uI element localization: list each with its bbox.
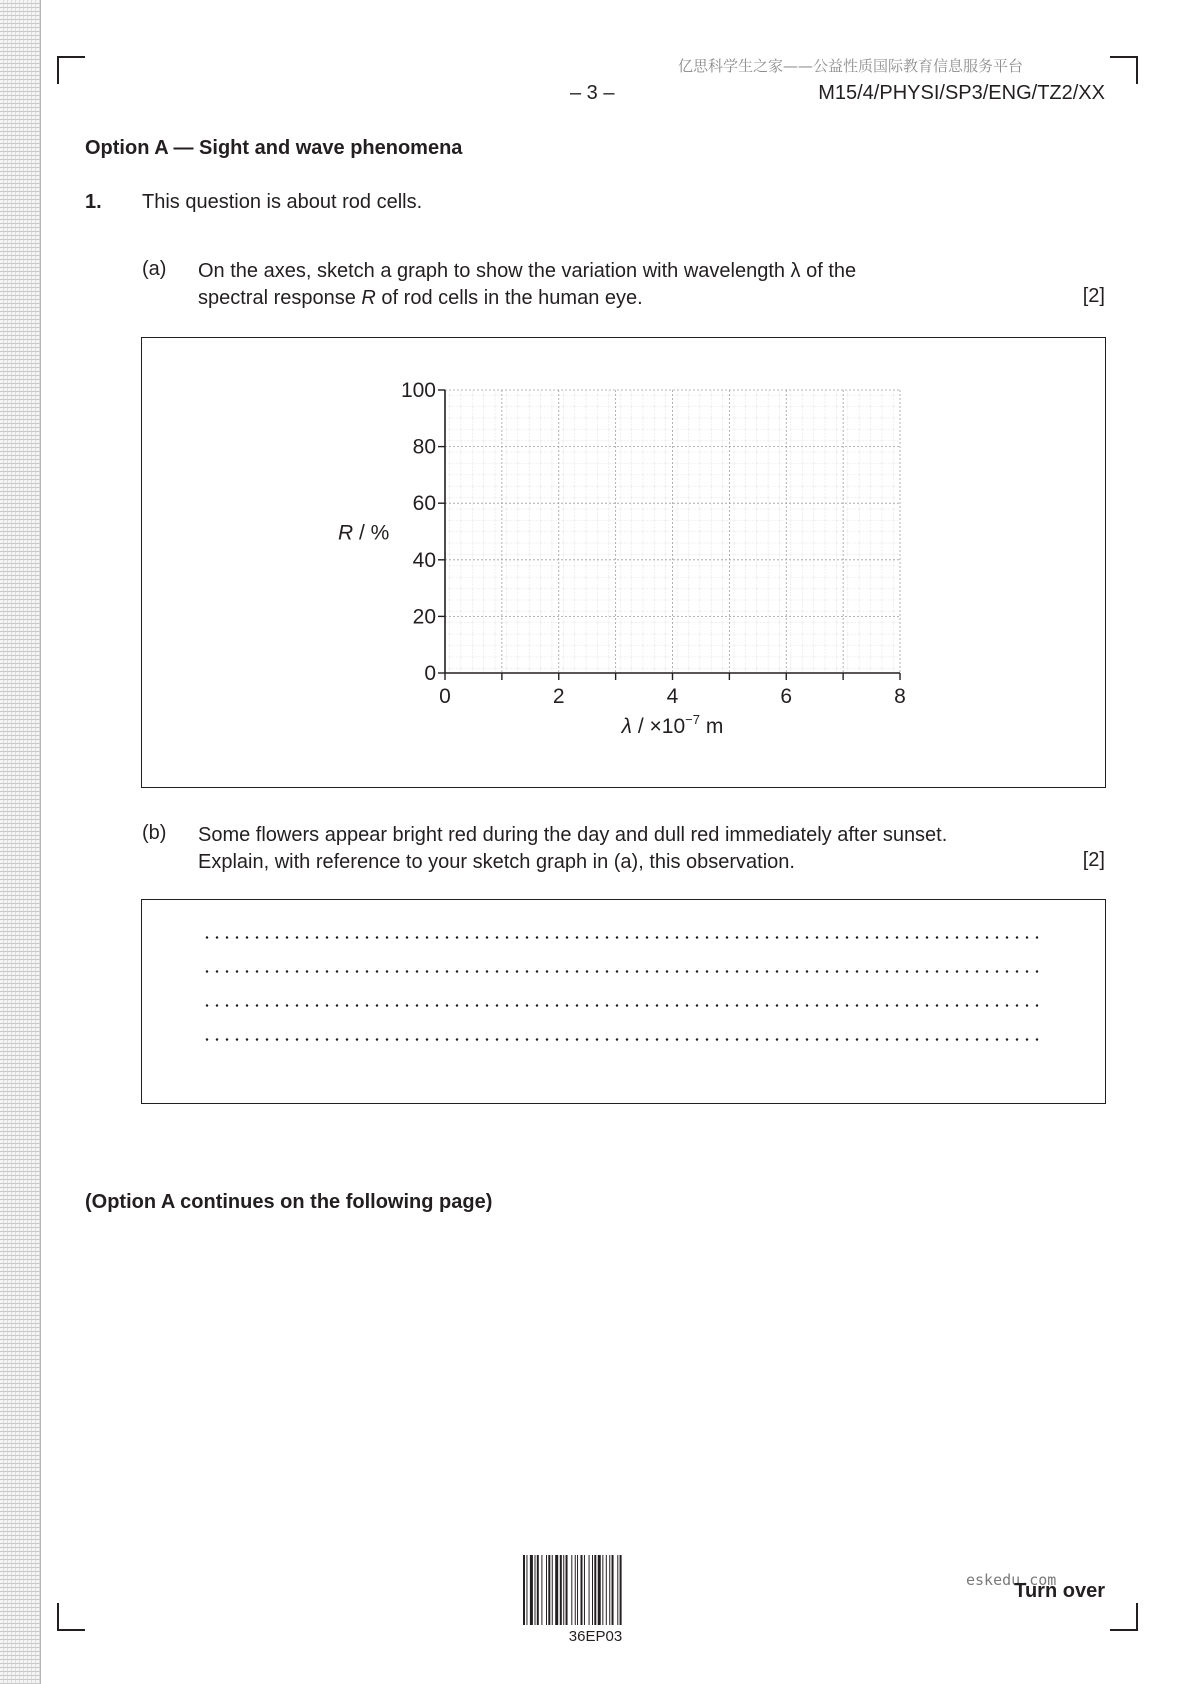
- x-axis-tail: m: [699, 715, 724, 738]
- barcode-bar: [584, 1555, 585, 1625]
- x-axis-exponent: −7: [685, 712, 700, 727]
- barcode-bar: [617, 1555, 618, 1625]
- barcode-bar: [592, 1555, 593, 1625]
- crop-mark-top-left: [57, 56, 85, 84]
- barcode: [523, 1555, 668, 1625]
- barcode-text: 36EP03: [568, 1628, 623, 1645]
- barcode-bar: [537, 1555, 539, 1625]
- part-a-line2-pre: spectral response: [198, 287, 362, 309]
- x-tick-label: 2: [552, 685, 565, 708]
- barcode-bar: [548, 1555, 550, 1625]
- barcode-bar: [555, 1555, 558, 1625]
- page-number: – 3 –: [570, 82, 615, 104]
- x-tick-label: 8: [894, 685, 906, 708]
- barcode-bar: [581, 1555, 583, 1625]
- y-tick-label: 60: [412, 492, 436, 516]
- barcode-bar: [526, 1555, 527, 1625]
- x-axis-unit: / ×10: [632, 715, 686, 738]
- barcode-bar: [523, 1555, 525, 1625]
- barcode-bar: [530, 1555, 533, 1625]
- y-tick-label: 40: [412, 548, 436, 572]
- barcode-bar: [575, 1555, 576, 1625]
- crop-mark-top-right: [1110, 56, 1138, 84]
- section-heading: Option A — Sight and wave phenomena: [85, 137, 463, 159]
- y-tick-label: 0: [424, 662, 436, 685]
- crop-mark-bottom-right: [1110, 1603, 1138, 1631]
- header-watermark: 亿思科学生之家——公益性质国际教育信息服务平台: [678, 57, 1024, 75]
- barcode-bar: [560, 1555, 562, 1625]
- barcode-bar: [589, 1555, 590, 1625]
- barcode-bar: [612, 1555, 614, 1625]
- barcode-bar: [594, 1555, 596, 1625]
- part-b-line1: Some flowers appear bright red during the day and dull red immediately after sunset.: [198, 824, 948, 846]
- y-axis-symbol: R: [338, 521, 354, 545]
- y-tick-label: 80: [412, 435, 436, 459]
- barcode-bar: [571, 1555, 572, 1625]
- answer-line-2[interactable]: [202, 970, 1042, 973]
- question-text: This question is about rod cells.: [142, 191, 423, 213]
- barcode-bar: [535, 1555, 536, 1625]
- barcode-bar: [577, 1555, 578, 1625]
- part-b-label: (b): [142, 822, 167, 844]
- barcode-bar: [546, 1555, 547, 1625]
- y-tick-label: 100: [400, 379, 436, 402]
- part-a-line2-var: R: [361, 287, 376, 309]
- part-a-line2-post: of rod cells in the human eye.: [375, 287, 643, 309]
- part-a-line2: [198, 285, 1018, 312]
- part-b-answer-box[interactable]: [141, 899, 1106, 1104]
- part-a-marks: [2]: [1082, 285, 1105, 307]
- barcode-bar: [566, 1555, 568, 1625]
- barcode-bar: [541, 1555, 542, 1625]
- part-a-prompt: [198, 258, 1018, 312]
- barcode-bar: [620, 1555, 622, 1625]
- barcode-bar: [606, 1555, 607, 1625]
- part-b-marks: [2]: [1082, 849, 1105, 871]
- x-tick-label: 4: [666, 685, 679, 708]
- part-b-line2: Explain, with reference to your sketch graph in (a), this observation.: [198, 851, 795, 873]
- answer-line-3[interactable]: [202, 1004, 1042, 1007]
- paper-code: M15/4/PHYSI/SP3/ENG/TZ2/XX: [818, 82, 1105, 104]
- question-number: 1.: [85, 191, 102, 213]
- y-axis-label: [338, 522, 389, 545]
- barcode-bar: [602, 1555, 603, 1625]
- y-tick-label: 20: [412, 605, 436, 629]
- crop-mark-bottom-left: [57, 1603, 85, 1631]
- x-tick-label: 0: [439, 685, 451, 708]
- barcode-bar: [552, 1555, 553, 1625]
- part-b-prompt: [198, 822, 1058, 876]
- turn-over-label: Turn over: [1014, 1580, 1105, 1602]
- x-axis-label: [621, 712, 724, 738]
- answer-line-4[interactable]: [202, 1038, 1042, 1041]
- sketch-axes[interactable]: [142, 338, 1105, 787]
- barcode-bar: [598, 1555, 601, 1625]
- part-a-label: (a): [142, 258, 167, 280]
- binding-margin: [0, 0, 41, 1684]
- answer-line-1[interactable]: [202, 936, 1042, 939]
- footer-watermark: eskedu.com: [966, 1571, 1057, 1589]
- continues-note: (Option A continues on the following page): [85, 1191, 493, 1213]
- x-tick-label: 6: [780, 685, 793, 708]
- part-a-line1: On the axes, sketch a graph to show the variation with wavelength λ of the: [198, 260, 857, 282]
- barcode-bar: [563, 1555, 564, 1625]
- y-axis-unit: / %: [353, 521, 390, 545]
- part-a-answer-box[interactable]: [141, 337, 1106, 788]
- x-axis-symbol: λ: [621, 715, 633, 738]
- barcode-bar: [609, 1555, 610, 1625]
